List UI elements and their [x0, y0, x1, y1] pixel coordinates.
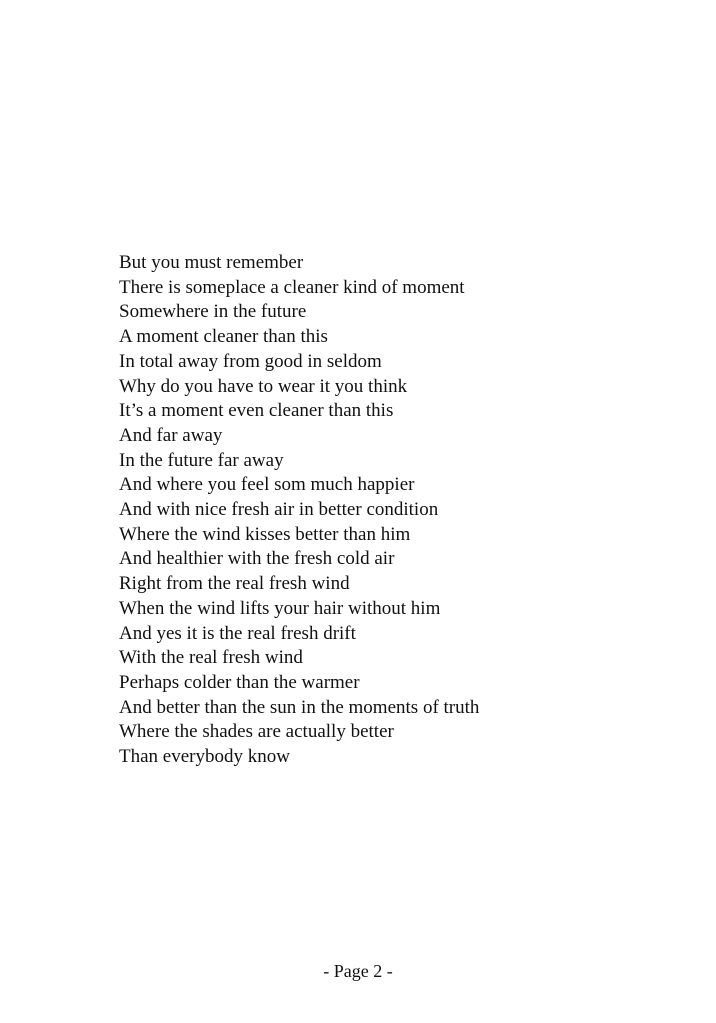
poem-line: And better than the sun in the moments of truth	[119, 696, 480, 718]
poem-line: Where the wind kisses better than him	[119, 523, 411, 545]
poem-line: There is someplace a cleaner kind of moment	[119, 276, 465, 298]
poem-line: Right from the real fresh wind	[119, 573, 350, 595]
poem-line: And yes it is the real fresh drift	[119, 622, 356, 644]
poem-line: It’s a moment even cleaner than this	[119, 400, 394, 422]
page-number: - Page 2 -	[323, 961, 393, 981]
poem-line: Why do you have to wear it you think	[119, 375, 408, 397]
poem-line: And with nice fresh air in better condition	[119, 499, 439, 521]
poem-line: And where you feel som much happier	[119, 474, 415, 496]
poem-line: And healthier with the fresh cold air	[119, 548, 395, 570]
poem-line: Than everybody know	[119, 746, 290, 768]
poem-line: Somewhere in the future	[119, 301, 307, 323]
poem-line: Perhaps colder than the warmer	[119, 671, 360, 693]
poem-line: In total away from good in seldom	[119, 350, 382, 372]
poem-line: A moment cleaner than this	[119, 326, 328, 348]
poem-line: And far away	[119, 424, 223, 446]
poem-line: But you must remember	[119, 252, 304, 273]
poem-line: With the real fresh wind	[119, 647, 303, 669]
poem-line: Where the shades are actually better	[119, 721, 394, 743]
poem-body	[119, 251, 479, 770]
poem-line: In the future far away	[119, 449, 284, 471]
poem-line: When the wind lifts your hair without him	[119, 597, 441, 619]
